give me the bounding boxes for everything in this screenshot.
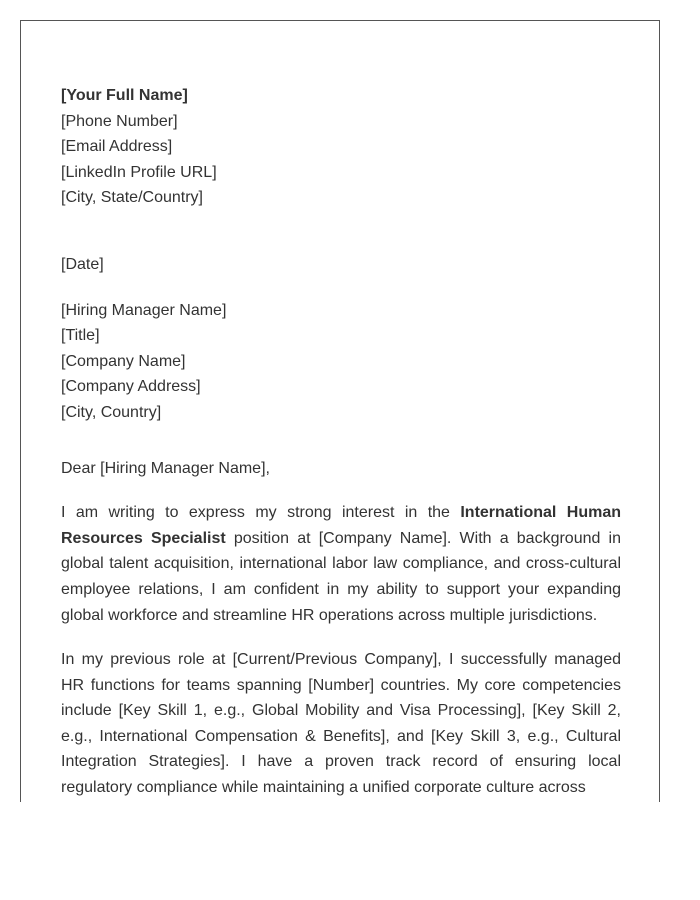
letter-date: [Date] xyxy=(61,255,104,273)
recipient-location: [City, Country] xyxy=(61,403,162,421)
paragraph-1-rest: position at [Company Name]. With a background in global talent acquisition, international labor law compliance, and cross-cultural employee relations, I am confident in my ability to support your expanding global workforce and streamline HR operations across multiple jurisdictions. xyxy=(61,529,622,624)
sender-block xyxy=(61,83,621,211)
salutation: Dear [Hiring Manager Name], xyxy=(61,459,270,477)
letter-content xyxy=(61,83,621,802)
recipient-address: [Company Address] xyxy=(61,378,201,396)
body-paragraph-2: In my previous role at [Current/Previous Company], I successfully managed HR functions for teams spanning [Number] countries. My core competencies include [Key Skill 1, e.g., Global Mobility and Visa Processing], [Key Skill 2, e.g., International Compensation & Benefits], and [Key Skill 3, e.g., Cultural Integration Strategies]. I have a proven track record of ensuring local regulatory compliance while maintaining a unified corporate culture across xyxy=(61,651,621,797)
recipient-name: [Hiring Manager Name] xyxy=(61,301,227,319)
paragraph-1-intro: I am writing to express my strong interest in the xyxy=(61,504,461,522)
letter-page xyxy=(20,20,660,802)
recipient-title: [Title] xyxy=(61,327,100,345)
sender-location: [City, State/Country] xyxy=(61,189,203,207)
sender-phone: [Phone Number] xyxy=(61,112,178,130)
body-paragraph-1 xyxy=(61,500,621,628)
sender-linkedin: [LinkedIn Profile URL] xyxy=(61,163,217,181)
recipient-company: [Company Name] xyxy=(61,352,186,370)
sender-name: [Your Full Name] xyxy=(61,87,188,104)
recipient-block xyxy=(61,298,621,426)
position-title: International Human Resources Specialist xyxy=(61,504,622,547)
sender-email: [Email Address] xyxy=(61,138,173,156)
date-block xyxy=(61,252,621,278)
